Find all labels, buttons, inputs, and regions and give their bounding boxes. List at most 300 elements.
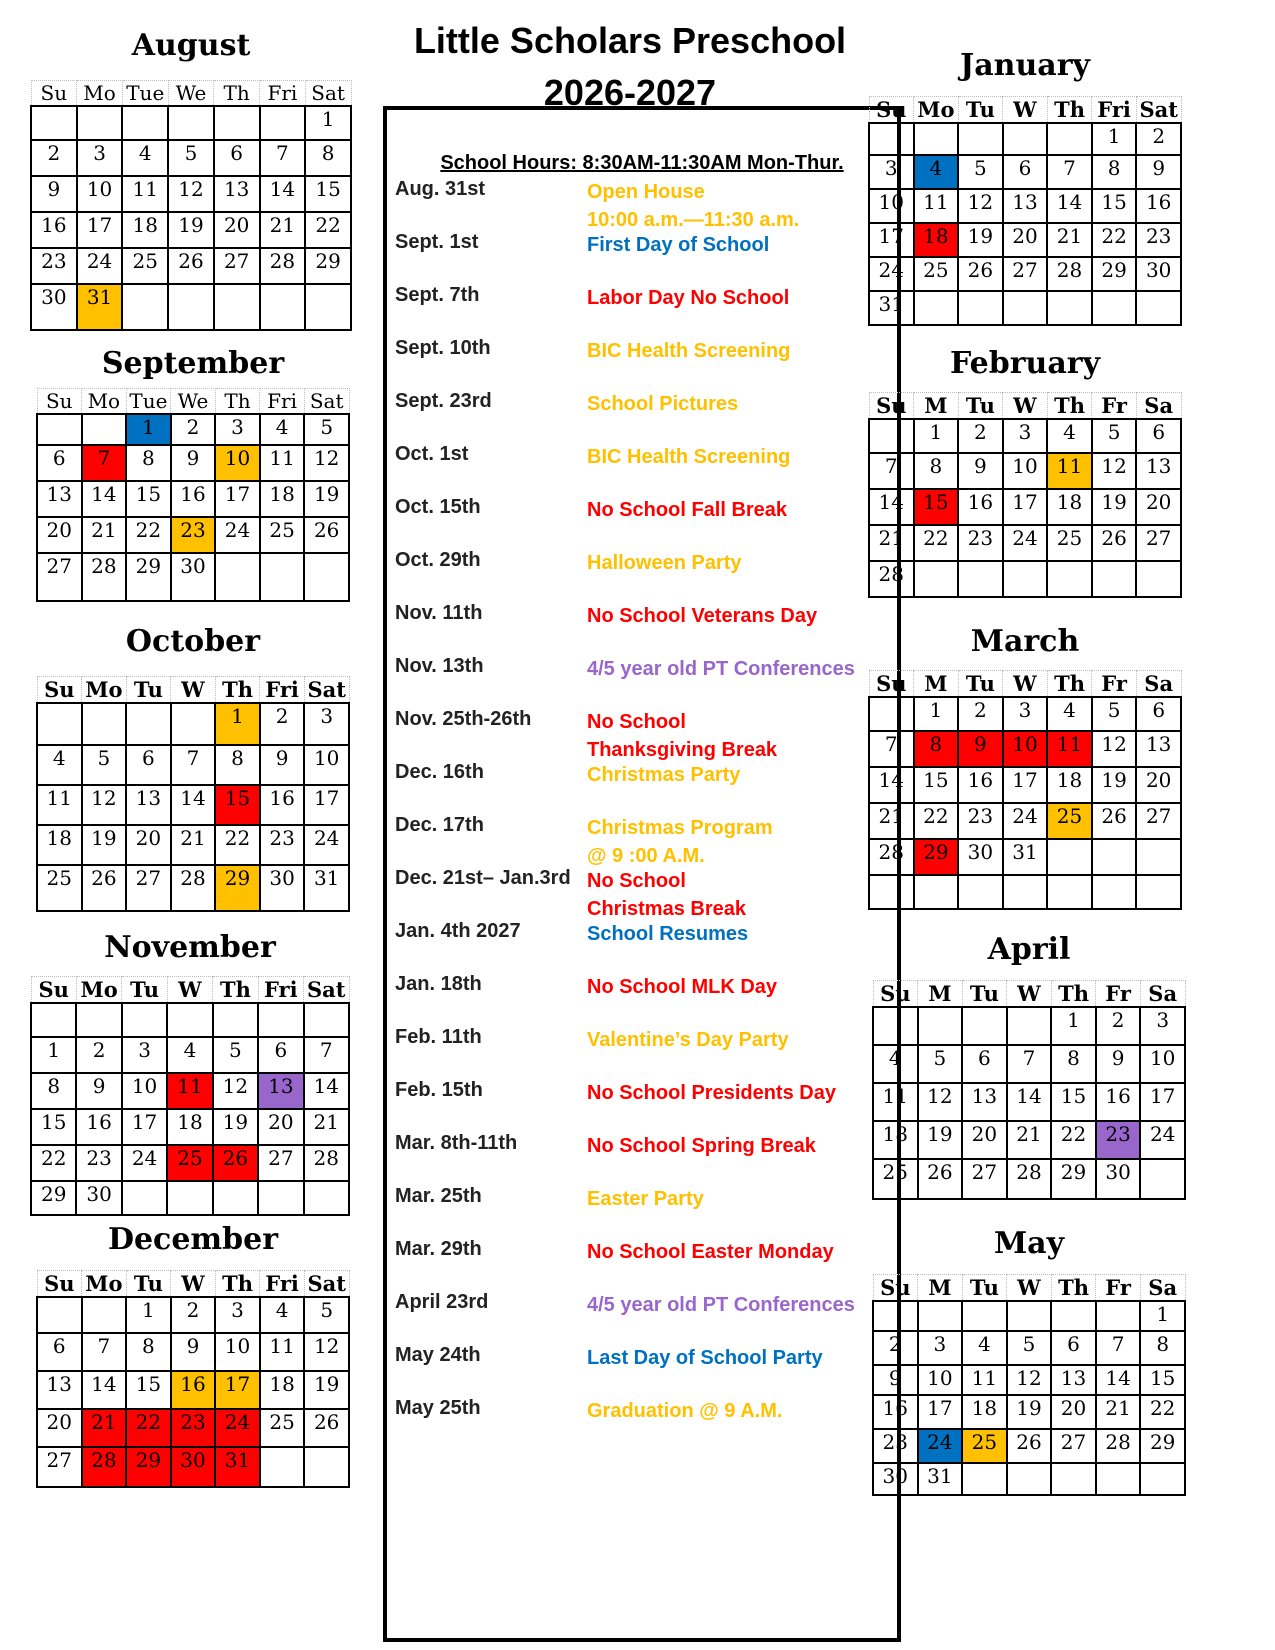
week-row [873, 1159, 1185, 1199]
month-grid [872, 980, 1186, 1200]
day-cell: 1 [126, 414, 171, 445]
event-description-line: Christmas Party [587, 764, 741, 786]
event-date: Sept. 7th [395, 284, 480, 306]
week-row [31, 1003, 349, 1037]
day-cell: 15 [126, 1371, 171, 1409]
day-cell: 29 [215, 865, 260, 911]
day-cell: 9 [171, 445, 216, 481]
empty-cell [1047, 123, 1092, 155]
day-cell: 26 [958, 257, 1003, 291]
weekday-header: Su [37, 677, 82, 704]
day-cell: 25 [962, 1429, 1007, 1463]
empty-cell [1092, 839, 1137, 875]
day-cell: 3 [1140, 1007, 1185, 1045]
day-cell: 23 [171, 1409, 216, 1447]
day-cell: 21 [869, 803, 914, 839]
day-cell: 19 [1007, 1395, 1052, 1429]
day-cell: 11 [962, 1365, 1007, 1395]
weekday-header: Th [215, 1271, 260, 1298]
empty-cell [869, 697, 914, 731]
day-cell: 4 [260, 1297, 305, 1333]
empty-cell [1136, 875, 1181, 909]
weekday-header: Mo [914, 97, 959, 124]
event-description-line: 10:00 a.m.—11:30 a.m. [587, 209, 800, 231]
day-cell: 28 [260, 248, 306, 284]
day-cell: 7 [82, 445, 127, 481]
day-cell: 19 [1092, 767, 1137, 803]
day-cell: 1 [914, 419, 959, 453]
day-cell: 19 [918, 1121, 963, 1159]
day-cell: 16 [171, 481, 216, 517]
empty-cell [1047, 561, 1092, 597]
day-cell: 17 [869, 223, 914, 257]
day-cell: 15 [914, 767, 959, 803]
empty-cell [869, 419, 914, 453]
event-description-line: No School MLK Day [587, 976, 778, 998]
week-row [869, 767, 1181, 803]
day-cell: 18 [914, 223, 959, 257]
week-row [37, 703, 349, 745]
month-grid [868, 670, 1182, 910]
day-cell: 21 [171, 825, 216, 865]
day-cell: 30 [171, 1447, 216, 1487]
empty-cell [214, 284, 260, 330]
day-cell: 1 [31, 1037, 76, 1073]
day-cell: 11 [122, 176, 168, 212]
day-cell: 10 [1003, 453, 1048, 489]
day-cell: 29 [914, 839, 959, 875]
event-description [587, 602, 897, 630]
month-title: January [960, 48, 1090, 83]
day-cell: 29 [1140, 1429, 1185, 1463]
day-cell: 19 [958, 223, 1003, 257]
day-cell: 20 [37, 517, 82, 553]
empty-cell [1003, 291, 1048, 325]
day-cell: 14 [304, 1073, 349, 1109]
empty-cell [873, 1301, 918, 1331]
weekday-header: Fr [1096, 981, 1141, 1008]
empty-cell [260, 1447, 305, 1487]
day-cell: 18 [37, 825, 82, 865]
day-cell: 8 [914, 453, 959, 489]
day-cell: 4 [260, 414, 305, 445]
empty-cell [918, 1007, 963, 1045]
event-date: Sept. 10th [395, 337, 491, 359]
weekday-header: W [1007, 1275, 1052, 1302]
day-cell: 10 [1140, 1045, 1185, 1083]
week-row [37, 745, 349, 785]
event-description-line: 4/5 year old PT Conferences [587, 1294, 855, 1316]
day-cell: 25 [260, 517, 305, 553]
empty-cell [304, 1181, 349, 1215]
weekday-header: W [1003, 671, 1048, 698]
event-date: May 25th [395, 1397, 481, 1419]
day-cell: 12 [1092, 731, 1137, 767]
day-cell: 17 [215, 1371, 260, 1409]
day-cell: 17 [1003, 767, 1048, 803]
week-row [37, 553, 349, 601]
weekday-header: M [918, 1275, 963, 1302]
week-row [31, 1073, 349, 1109]
day-cell: 30 [171, 553, 216, 601]
day-cell: 12 [304, 445, 349, 481]
day-cell: 12 [1092, 453, 1137, 489]
day-cell: 4 [1047, 697, 1092, 731]
empty-cell [1140, 1159, 1185, 1199]
month-grid [30, 80, 352, 331]
month-grid [36, 1270, 350, 1488]
day-cell: 28 [304, 1145, 349, 1181]
day-cell: 20 [1051, 1395, 1096, 1429]
day-cell: 16 [171, 1371, 216, 1409]
day-cell: 21 [1047, 223, 1092, 257]
day-cell: 30 [1136, 257, 1181, 291]
day-cell: 18 [167, 1109, 212, 1145]
weekday-header: Fri [260, 389, 305, 415]
event-description [587, 655, 897, 683]
empty-cell [1007, 1007, 1052, 1045]
weekday-header: Tu [126, 1271, 171, 1298]
empty-cell [958, 291, 1003, 325]
week-row [869, 223, 1181, 257]
weekday-header: Fr [1092, 671, 1137, 698]
day-cell: 10 [869, 189, 914, 223]
day-cell: 12 [304, 1333, 349, 1371]
event-date: Nov. 13th [395, 655, 484, 677]
empty-cell [1047, 875, 1092, 909]
day-cell: 8 [31, 1073, 76, 1109]
day-cell: 5 [304, 1297, 349, 1333]
day-cell: 8 [126, 1333, 171, 1371]
week-row [869, 525, 1181, 561]
empty-cell [122, 1003, 167, 1037]
event-description [587, 1238, 897, 1266]
weekday-header: M [914, 393, 959, 420]
day-cell: 17 [1003, 489, 1048, 525]
day-cell: 25 [122, 248, 168, 284]
weekday-header: Su [37, 389, 82, 415]
day-cell: 28 [82, 553, 127, 601]
weekday-header: Th [1047, 671, 1092, 698]
day-cell: 24 [869, 257, 914, 291]
event-date: Feb. 15th [395, 1079, 483, 1101]
day-cell: 16 [1136, 189, 1181, 223]
day-cell: 1 [126, 1297, 171, 1333]
week-row [31, 248, 351, 284]
empty-cell [1047, 839, 1092, 875]
empty-cell [214, 106, 260, 140]
event-description-line: Open House [587, 181, 705, 203]
day-cell: 17 [77, 212, 123, 248]
day-cell: 9 [958, 453, 1003, 489]
day-cell: 8 [305, 140, 351, 176]
day-cell: 16 [873, 1395, 918, 1429]
empty-cell [1096, 1301, 1141, 1331]
day-cell: 30 [31, 284, 77, 330]
event-description-line: First Day of School [587, 234, 770, 256]
day-cell: 4 [1047, 419, 1092, 453]
weekday-header: W [1003, 393, 1048, 420]
day-cell: 7 [869, 731, 914, 767]
weekday-header: Sat [304, 1271, 349, 1298]
day-cell: 5 [1007, 1331, 1052, 1365]
day-cell: 8 [914, 731, 959, 767]
day-cell: 7 [1007, 1045, 1052, 1083]
empty-cell [1136, 561, 1181, 597]
day-cell: 28 [869, 839, 914, 875]
day-cell: 22 [215, 825, 260, 865]
week-row [869, 453, 1181, 489]
weekday-header: Sat [1136, 97, 1181, 124]
day-cell: 13 [258, 1073, 303, 1109]
day-cell: 14 [1096, 1365, 1141, 1395]
day-cell: 31 [77, 284, 123, 330]
events-panel [383, 106, 901, 1642]
event-description-line: Last Day of School Party [587, 1347, 823, 1369]
event-description-line: No School Presidents Day [587, 1082, 836, 1104]
month-title: November [104, 930, 276, 965]
day-cell: 3 [215, 414, 260, 445]
event-description-line: No School [587, 711, 686, 733]
weekday-header: W [171, 1271, 216, 1298]
event-date: Jan. 18th [395, 973, 482, 995]
day-cell: 9 [1136, 155, 1181, 189]
empty-cell [1003, 123, 1048, 155]
day-cell: 8 [215, 745, 260, 785]
day-cell: 23 [873, 1429, 918, 1463]
day-cell: 5 [304, 414, 349, 445]
day-cell: 20 [962, 1121, 1007, 1159]
weekday-header: Su [869, 393, 914, 420]
day-cell: 16 [958, 489, 1003, 525]
week-row [869, 123, 1181, 155]
day-cell: 2 [171, 1297, 216, 1333]
day-cell: 1 [305, 106, 351, 140]
day-cell: 1 [215, 703, 260, 745]
day-cell: 3 [869, 155, 914, 189]
day-cell: 26 [1007, 1429, 1052, 1463]
day-cell: 2 [31, 140, 77, 176]
day-cell: 19 [213, 1109, 258, 1145]
empty-cell [962, 1301, 1007, 1331]
week-row [31, 212, 351, 248]
day-cell: 27 [126, 865, 171, 911]
day-cell: 7 [304, 1037, 349, 1073]
day-cell: 28 [171, 865, 216, 911]
day-cell: 24 [1003, 525, 1048, 561]
day-cell: 14 [869, 767, 914, 803]
event-date: Nov. 25th-26th [395, 708, 532, 730]
weekday-header: W [171, 677, 216, 704]
empty-cell [962, 1463, 1007, 1495]
week-row [869, 803, 1181, 839]
weekday-header: Fr [1092, 393, 1137, 420]
day-cell: 1 [1092, 123, 1137, 155]
event-date: April 23rd [395, 1291, 489, 1313]
empty-cell [918, 1301, 963, 1331]
day-cell: 8 [1051, 1045, 1096, 1083]
weekday-header: Tu [122, 977, 167, 1004]
empty-cell [958, 123, 1003, 155]
day-cell: 14 [1007, 1083, 1052, 1121]
event-description [587, 284, 897, 312]
day-cell: 13 [126, 785, 171, 825]
empty-cell [1096, 1463, 1141, 1495]
event-description-line: School Pictures [587, 393, 739, 415]
day-cell: 12 [958, 189, 1003, 223]
day-cell: 3 [304, 703, 349, 745]
event-description-line: Easter Party [587, 1188, 704, 1210]
day-cell: 27 [1051, 1429, 1096, 1463]
weekday-header: Mo [82, 389, 127, 415]
weekday-header: W [1003, 97, 1048, 124]
event-description [587, 920, 897, 948]
day-cell: 14 [869, 489, 914, 525]
day-cell: 12 [918, 1083, 963, 1121]
day-cell: 26 [82, 865, 127, 911]
day-cell: 28 [82, 1447, 127, 1487]
day-cell: 21 [260, 212, 306, 248]
month-title: December [107, 1222, 279, 1257]
week-row [31, 1109, 349, 1145]
day-cell: 6 [258, 1037, 303, 1073]
event-description [587, 390, 897, 418]
month-grid [868, 96, 1182, 326]
day-cell: 23 [1096, 1121, 1141, 1159]
event-description-line: Thanksgiving Break [587, 739, 778, 761]
day-cell: 19 [82, 825, 127, 865]
event-description [587, 973, 897, 1001]
day-cell: 29 [1051, 1159, 1096, 1199]
day-cell: 16 [260, 785, 305, 825]
empty-cell [1051, 1301, 1096, 1331]
week-row [31, 1145, 349, 1181]
empty-cell [1047, 291, 1092, 325]
day-cell: 14 [82, 1371, 127, 1409]
day-cell: 19 [304, 481, 349, 517]
day-cell: 26 [304, 1409, 349, 1447]
empty-cell [31, 106, 77, 140]
empty-cell [1092, 291, 1137, 325]
day-cell: 24 [77, 248, 123, 284]
day-cell: 3 [77, 140, 123, 176]
empty-cell [1007, 1463, 1052, 1495]
month-grid [872, 1274, 1186, 1496]
empty-cell [304, 553, 349, 601]
week-row [873, 1331, 1185, 1365]
day-cell: 22 [1140, 1395, 1185, 1429]
event-description-line: Christmas Break [587, 898, 746, 920]
day-cell: 31 [918, 1463, 963, 1495]
week-row [873, 1395, 1185, 1429]
week-row [37, 865, 349, 911]
day-cell: 30 [1096, 1159, 1141, 1199]
day-cell: 23 [958, 525, 1003, 561]
day-cell: 20 [1136, 767, 1181, 803]
day-cell: 11 [260, 1333, 305, 1371]
empty-cell [914, 561, 959, 597]
day-cell: 9 [1096, 1045, 1141, 1083]
day-cell: 26 [1092, 525, 1137, 561]
day-cell: 19 [304, 1371, 349, 1409]
day-cell: 5 [82, 745, 127, 785]
event-description-line: Labor Day No School [587, 287, 790, 309]
empty-cell [260, 106, 306, 140]
day-cell: 6 [1051, 1331, 1096, 1365]
day-cell: 24 [122, 1145, 167, 1181]
day-cell: 7 [1096, 1331, 1141, 1365]
event-description [587, 337, 897, 365]
month-title: March [970, 624, 1080, 659]
day-cell: 11 [914, 189, 959, 223]
event-date: Mar. 29th [395, 1238, 482, 1260]
day-cell: 15 [126, 481, 171, 517]
day-cell: 2 [958, 419, 1003, 453]
page-title: Little Scholars Preschool [413, 20, 847, 61]
event-date: Oct. 15th [395, 496, 481, 518]
weekday-header: Th [215, 677, 260, 704]
week-row [37, 1447, 349, 1487]
day-cell: 27 [1003, 257, 1048, 291]
empty-cell [958, 561, 1003, 597]
day-cell: 25 [260, 1409, 305, 1447]
day-cell: 11 [1047, 731, 1092, 767]
week-row [869, 257, 1181, 291]
day-cell: 11 [167, 1073, 212, 1109]
empty-cell [914, 291, 959, 325]
day-cell: 3 [215, 1297, 260, 1333]
weekday-header: Fri [1092, 97, 1137, 124]
day-cell: 2 [76, 1037, 121, 1073]
weekday-header: Tu [962, 981, 1007, 1008]
weekday-header: Fri [258, 977, 303, 1004]
weekday-header: Th [1047, 97, 1092, 124]
day-cell: 17 [918, 1395, 963, 1429]
week-row [31, 1181, 349, 1215]
day-cell: 2 [171, 414, 216, 445]
month-grid [868, 392, 1182, 598]
day-cell: 24 [215, 1409, 260, 1447]
day-cell: 27 [37, 553, 82, 601]
day-cell: 13 [37, 1371, 82, 1409]
day-cell: 7 [869, 453, 914, 489]
weekday-header: Su [31, 81, 77, 107]
day-cell: 30 [873, 1463, 918, 1495]
day-cell: 30 [958, 839, 1003, 875]
day-cell: 3 [1003, 697, 1048, 731]
week-row [31, 1037, 349, 1073]
weekday-header: Th [214, 81, 260, 107]
day-cell: 23 [31, 248, 77, 284]
month-title: October [125, 624, 261, 659]
month-title: September [101, 346, 285, 381]
day-cell: 29 [305, 248, 351, 284]
week-row [37, 1371, 349, 1409]
empty-cell [122, 1181, 167, 1215]
day-cell: 30 [260, 865, 305, 911]
weekday-header: Mo [82, 677, 127, 704]
day-cell: 18 [122, 212, 168, 248]
day-cell: 7 [82, 1333, 127, 1371]
empty-cell [962, 1007, 1007, 1045]
day-cell: 25 [914, 257, 959, 291]
event-date: Dec. 16th [395, 761, 484, 783]
day-cell: 5 [1092, 697, 1137, 731]
day-cell: 15 [914, 489, 959, 525]
empty-cell [873, 1007, 918, 1045]
weekday-header: Fr [1096, 1275, 1141, 1302]
day-cell: 12 [82, 785, 127, 825]
